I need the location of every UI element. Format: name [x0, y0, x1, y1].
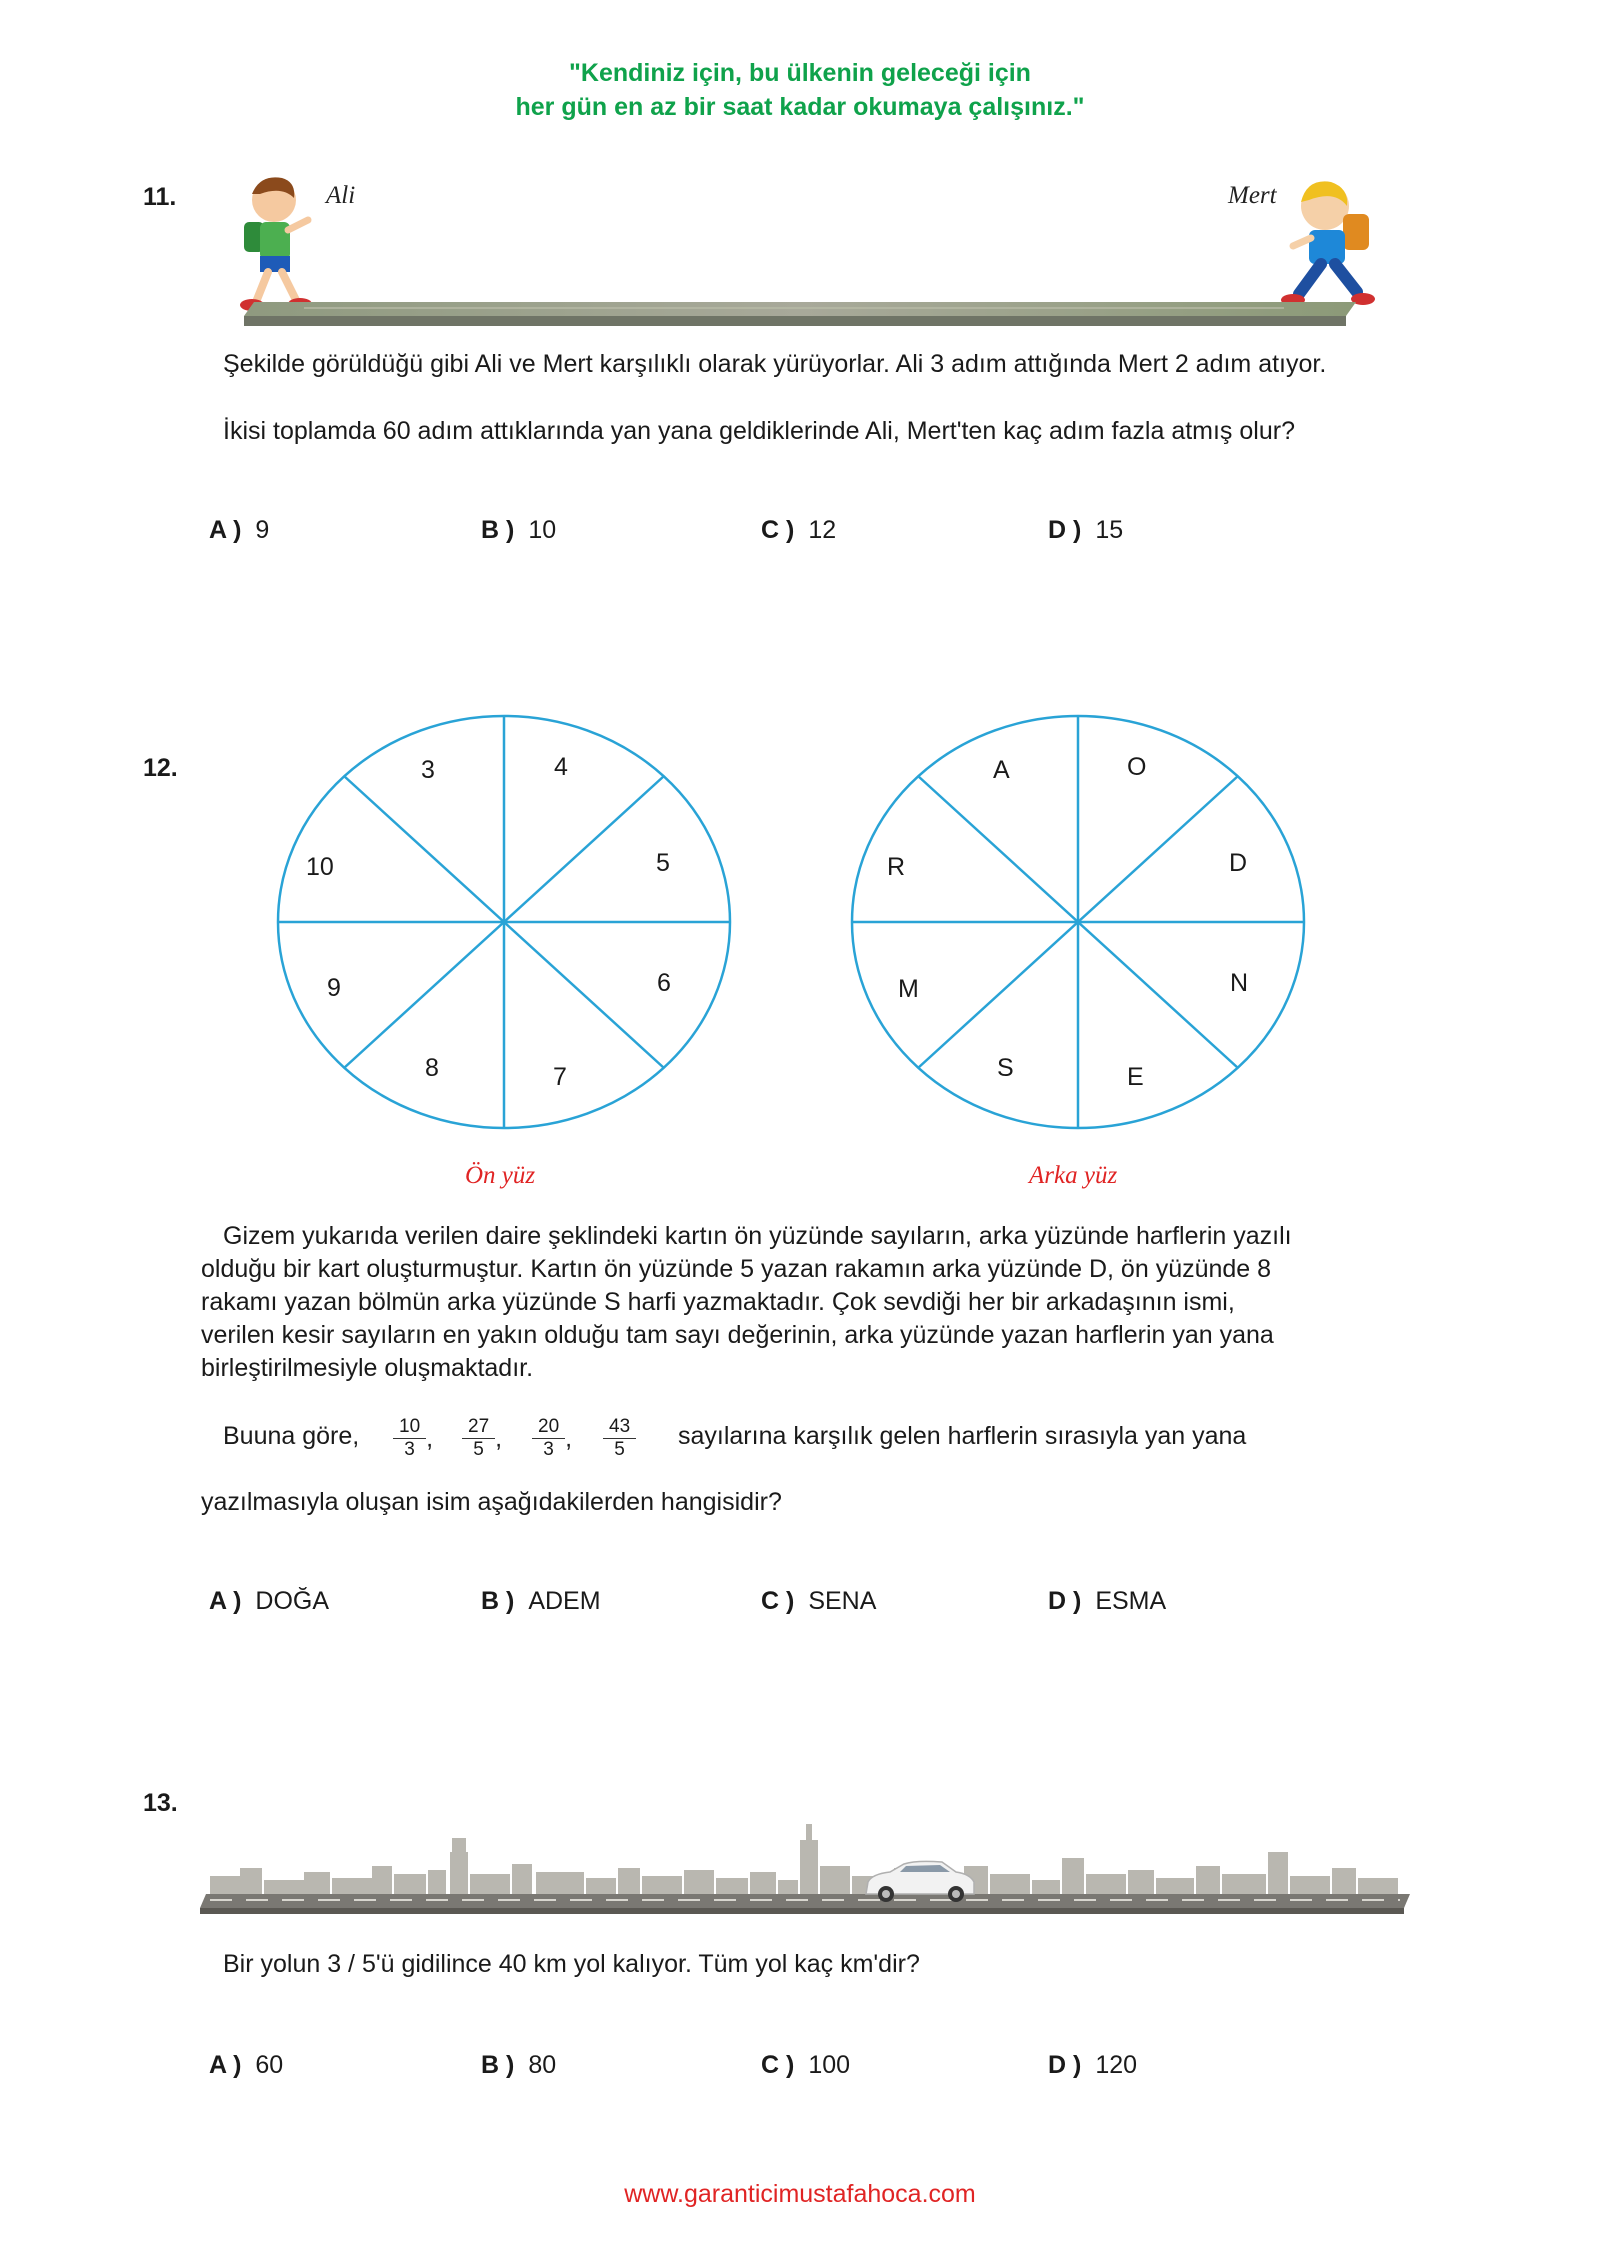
city-road-illustration — [200, 1808, 1410, 1918]
front-label-8: 8 — [425, 1054, 439, 1082]
fraction-10-3: $\frac{10}{3}$ , — [393, 1416, 433, 1461]
question-13-number: 13. — [143, 1789, 178, 1817]
mert-walking-illustration — [1265, 176, 1385, 311]
back-label-a: A — [993, 756, 1010, 784]
back-wheel — [846, 710, 1310, 1134]
ali-walking-illustration — [230, 172, 320, 312]
q12-option-d[interactable]: D ) ESMA — [1048, 1587, 1167, 1615]
q12-option-a[interactable]: A ) DOĞA — [209, 1587, 330, 1615]
question-12-para-line-3: rakamı yazan bölmün arka yüzünde S harfi yazmaktadır. Çok sevdiği her bir arkadaşının ismi, — [201, 1288, 1235, 1316]
q13-option-c[interactable]: C ) 100 — [761, 2051, 851, 2079]
q12-option-b[interactable]: B ) ADEM — [481, 1587, 601, 1615]
q11-option-a[interactable]: A ) 9 — [209, 516, 270, 544]
motto-line-1: "Kendiniz için, bu ülkenin geleceği için — [569, 59, 1031, 87]
q13-option-d[interactable]: D ) 120 — [1048, 2051, 1138, 2079]
fraction-27-5: $\frac{27}{5}$ , — [462, 1416, 502, 1461]
back-label-n: N — [1230, 969, 1249, 997]
back-label-o: O — [1127, 753, 1147, 781]
motto-line-2: her gün en az bir saat kadar okumaya çalışınız." — [515, 93, 1085, 121]
footer-website-link[interactable]: www.garanticimustafahoca.com — [624, 2180, 976, 2208]
front-label-10: 10 — [306, 853, 334, 881]
question-12-number: 12. — [143, 754, 178, 782]
question-12-para-line-4: verilen kesir sayıların en yakın olduğu tam sayı değerinin, arka yüzünde yazan harflerin yan yana — [201, 1321, 1274, 1349]
q11-option-b[interactable]: B ) 10 — [481, 516, 557, 544]
front-wheel — [272, 710, 736, 1134]
front-label-3: 3 — [421, 756, 435, 784]
question-12-prompt-line-2: yazılmasıyla oluşan isim aşağıdakilerden hangisidir? — [201, 1488, 782, 1516]
front-label-5: 5 — [656, 849, 670, 877]
walking-plank — [244, 298, 1356, 330]
front-label-9: 9 — [327, 974, 341, 1002]
q11-option-d[interactable]: D ) 15 — [1048, 516, 1124, 544]
back-label-e: E — [1127, 1063, 1144, 1091]
question-12-prompt-end: sayılarına karşılık gelen harflerin sırasıyla yan yana — [678, 1422, 1247, 1450]
name-mert: Mert — [1228, 182, 1277, 209]
q13-option-a[interactable]: A ) 60 — [209, 2051, 284, 2079]
name-ali: Ali — [326, 182, 356, 209]
question-12-para-line-5: birleştirilmesiyle oluşmaktadır. — [201, 1354, 534, 1382]
question-11-text-2: İkisi toplamda 60 adım attıklarında yan yana geldiklerinde Ali, Mert'ten kaç adım fazla atmış olur? — [223, 417, 1295, 445]
question-13-text: Bir yolun 3 / 5'ü gidilince 40 km yol kalıyor. Tüm yol kaç km'dir? — [223, 1950, 920, 1978]
q12-option-c[interactable]: C ) SENA — [761, 1587, 877, 1615]
back-label-m: M — [898, 975, 919, 1003]
fraction-20-3: $\frac{20}{3}$ , — [532, 1416, 572, 1461]
question-11-number: 11. — [143, 183, 177, 211]
back-label-d: D — [1229, 849, 1248, 877]
front-label-7: 7 — [553, 1063, 567, 1091]
question-11-text-1: Şekilde görüldüğü gibi Ali ve Mert karşılıklı olarak yürüyorlar. Ali 3 adım attığında Mert 2 adım atıyor. — [223, 350, 1327, 378]
front-label-4: 4 — [554, 753, 568, 781]
question-12-prompt-start: Buuna göre, — [223, 1422, 360, 1450]
back-label-r: R — [887, 853, 906, 881]
question-12-para-line-1: Gizem yukarıda verilen daire şeklindeki kartın ön yüzünde sayıların, arka yüzünde harflerin yazılı — [223, 1222, 1292, 1250]
back-caption: Arka yüz — [1029, 1162, 1118, 1189]
question-12-para-line-2: olduğu bir kart oluşturmuştur. Kartın ön yüzünde 5 yazan rakamın arka yüzünde D, ön yüzünde 8 — [201, 1255, 1272, 1283]
q11-option-c[interactable]: C ) 12 — [761, 516, 837, 544]
front-caption: Ön yüz — [465, 1162, 536, 1189]
q13-option-b[interactable]: B ) 80 — [481, 2051, 557, 2079]
back-label-s: S — [997, 1054, 1014, 1082]
fraction-43-5: $\frac{43}{5}$ — [603, 1416, 636, 1461]
front-label-6: 6 — [657, 969, 671, 997]
